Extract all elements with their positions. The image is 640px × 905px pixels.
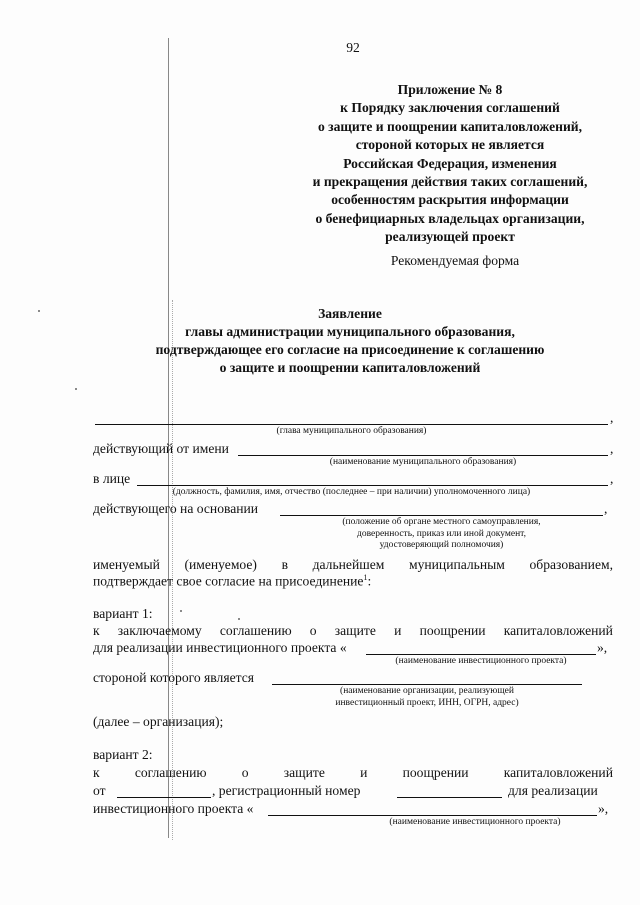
variant1-party-caption <box>272 686 582 709</box>
head-caption: (глава муниципального образования) <box>276 426 427 436</box>
appendix-heading <box>290 81 610 247</box>
variant1-label: вариант 1: <box>93 606 153 621</box>
word: образованием, <box>529 557 613 572</box>
named-line <box>93 557 613 573</box>
word: к <box>93 765 100 780</box>
word: соглашению <box>134 765 207 780</box>
word: защите <box>334 623 376 638</box>
appendix-line: особенностям раскрытия информации <box>331 192 569 208</box>
appendix-line: Российская Федерация, изменения <box>343 155 557 171</box>
basis-document-field[interactable] <box>280 515 603 516</box>
appendix-line: и прекращения действия таких соглашений, <box>312 174 588 190</box>
word: именуемый <box>93 557 160 572</box>
confirms-line <box>93 573 371 590</box>
variant1-party-label: стороной которого является <box>93 670 255 685</box>
variant2-reg-label: , регистрационный номер <box>212 783 361 798</box>
variant1-further: (далее – организация); <box>93 714 224 729</box>
word: о <box>241 765 249 780</box>
page-number: 92 <box>346 40 360 55</box>
party-caption-line: инвестиционный проект, ИНН, ОГРН, адрес) <box>335 697 519 708</box>
variant2-project-field[interactable] <box>268 815 597 816</box>
basis-label: действующего на основании <box>93 501 259 516</box>
variant2-reg-number-field[interactable] <box>397 797 502 798</box>
variant2-line1 <box>93 765 613 781</box>
scan-speck <box>238 618 240 620</box>
word: к <box>93 623 100 638</box>
word: муниципальным <box>408 557 505 572</box>
confirms-text: подтверждает свое согласие на присоединение <box>93 573 364 589</box>
title-line: подтверждающее его согласие на присоединение к соглашению <box>155 342 545 357</box>
appendix-line: о защите и поощрении капиталовложений, <box>317 118 583 134</box>
appendix-line: Приложение № 8 <box>397 82 503 97</box>
variant1-project-label: для реализации инвестиционного проекта « <box>93 640 347 655</box>
person-caption: (должность, фамилия, имя, отчество (последнее – при наличии) уполномоченного лица) <box>172 487 531 497</box>
variant1-project-close: », <box>597 640 608 655</box>
scan-speck <box>75 388 77 390</box>
word: капиталовложений <box>503 623 613 638</box>
title-line: Заявление <box>318 306 382 321</box>
title-line: главы администрации муниципального образования, <box>185 324 515 339</box>
variant1-project-field[interactable] <box>366 654 596 655</box>
head-name-field[interactable] <box>95 424 608 425</box>
party-caption-line: (наименование организации, реализующей <box>340 686 514 696</box>
basis-caption <box>280 517 603 552</box>
word: поощрении <box>419 623 486 638</box>
appendix-line: реализующей проект <box>385 229 515 245</box>
word: защите <box>283 765 325 780</box>
title-line: о защите и поощрении капиталовложений <box>219 360 481 375</box>
word: поощрении <box>402 765 469 780</box>
basis-comma: , <box>604 501 608 516</box>
recommended-form-label: Рекомендуемая форма <box>390 253 520 268</box>
variant2-label: вариант 2: <box>93 747 153 762</box>
authorized-person-field[interactable] <box>137 485 608 486</box>
municipality-name-field[interactable] <box>238 455 608 456</box>
appendix-line: к Порядку заключения соглашений <box>340 100 560 116</box>
basis-caption-line: (положение об органе местного самоуправления, <box>342 517 541 527</box>
variant1-organization-field[interactable] <box>272 684 582 685</box>
word: о <box>309 623 317 638</box>
word: дальнейшем <box>312 557 385 572</box>
word: заключаемому <box>117 623 202 638</box>
word: и <box>360 765 368 780</box>
word: в <box>281 557 288 572</box>
variant2-project-close: », <box>598 801 609 816</box>
person-label: в лице <box>93 471 131 486</box>
appendix-line: о бенефициарных владельцах организации, <box>315 210 585 226</box>
head-comma: , <box>610 410 614 425</box>
footnote-ref[interactable]: 1 <box>363 573 368 582</box>
word: и <box>394 623 402 638</box>
variant2-from-label: от <box>93 783 106 798</box>
acting-label: действующий от имени <box>93 441 229 456</box>
word: соглашению <box>219 623 292 638</box>
variant1-line1 <box>93 623 613 639</box>
appendix-line: стороной которых не является <box>355 137 545 153</box>
scan-speck <box>180 610 182 612</box>
variant2-for-label: для реализации <box>508 783 598 798</box>
confirms-colon: : <box>367 573 372 589</box>
variant2-project-label: инвестиционного проекта « <box>93 801 254 816</box>
acting-caption: (наименование муниципального образования) <box>329 457 517 467</box>
word: (именуемое) <box>184 557 257 572</box>
basis-caption-line: доверенность, приказ или иной документ, <box>356 528 526 539</box>
variant2-date-field[interactable] <box>117 797 211 798</box>
scan-speck <box>38 310 40 312</box>
word: капиталовложений <box>503 765 613 780</box>
document-title <box>100 305 600 377</box>
person-comma: , <box>610 471 614 486</box>
basis-caption-line: удостоверяющий полномочия) <box>379 540 504 550</box>
acting-comma: , <box>610 441 614 456</box>
variant2-project-caption: (наименование инвестиционного проекта) <box>389 817 561 827</box>
variant1-project-caption: (наименование инвестиционного проекта) <box>395 656 567 666</box>
